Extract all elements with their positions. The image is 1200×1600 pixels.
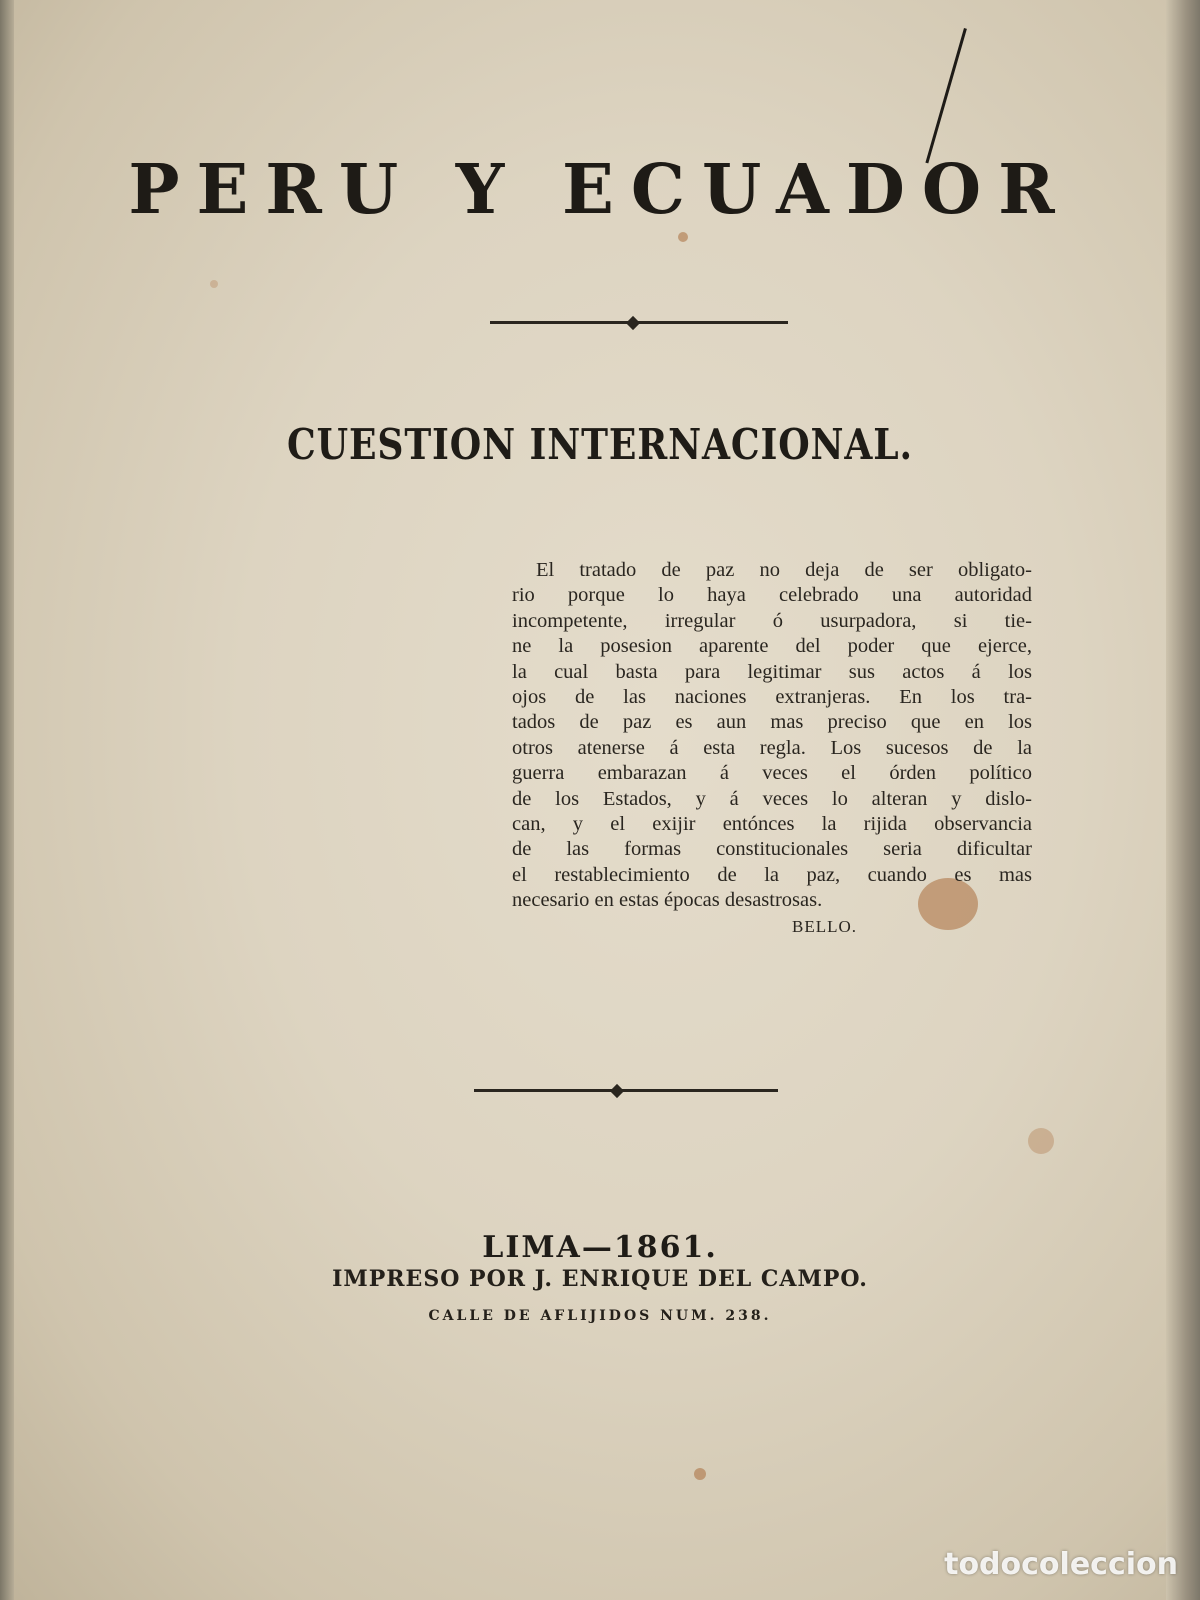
epigraph-line: El tratado de paz no deja de ser obligato- xyxy=(536,559,1032,581)
epigraph-line: incompetente, irregular ó usurpadora, si tie- xyxy=(512,609,1032,632)
epigraph-line: tados de paz es aun mas preciso que en los xyxy=(512,711,1032,734)
page-title: PERU Y ECUADOR xyxy=(128,150,1072,230)
epigraph-line: can, y el exijir entónces la rijida observancia xyxy=(512,813,1032,836)
epigraph xyxy=(512,558,1032,939)
epigraph-line: ojos de las naciones extranjeras. En los tra- xyxy=(512,686,1032,709)
imprint-printer: IMPRESO POR J. ENRIQUE DEL CAMPO. xyxy=(332,1266,868,1292)
epigraph-line: guerra embarazan á veces el órden político xyxy=(512,762,1032,785)
foxing-stain xyxy=(1028,1128,1054,1154)
foxing-stain xyxy=(210,280,218,288)
epigraph-line: de las formas constitucionales seria dificultar xyxy=(512,838,1032,861)
epigraph-line: otros atenerse á esta regla. Los sucesos de la xyxy=(512,736,1032,759)
book-spine-edge xyxy=(0,0,14,1600)
epigraph-author: BELLO. xyxy=(792,916,858,936)
foxing-stain xyxy=(694,1468,706,1480)
page-subtitle: CUESTION INTERNACIONAL. xyxy=(287,420,913,469)
imprint-place-year: LIMA—1861. xyxy=(482,1230,718,1265)
epigraph-line: la cual basta para legitimar sus actos á los xyxy=(512,660,1032,683)
imprint-address: CALLE DE AFLIJIDOS NUM. 238. xyxy=(428,1308,772,1324)
epigraph-line: ne la posesion aparente del poder que ejerce, xyxy=(512,635,1032,658)
epigraph-line: necesario en estas épocas desastrosas. xyxy=(512,889,823,912)
epigraph-line: de los Estados, y á veces lo alteran y dislo- xyxy=(512,787,1032,810)
epigraph-line: el restablecimiento de la paz, cuando es mas xyxy=(512,863,1032,886)
epigraph-line: rio porque lo haya celebrado una autoridad xyxy=(512,584,1032,607)
watermark-logo: todocoleccion xyxy=(944,1547,1178,1582)
foxing-stain xyxy=(678,232,688,242)
pen-mark xyxy=(925,28,966,163)
page-right-edge xyxy=(1166,0,1200,1600)
